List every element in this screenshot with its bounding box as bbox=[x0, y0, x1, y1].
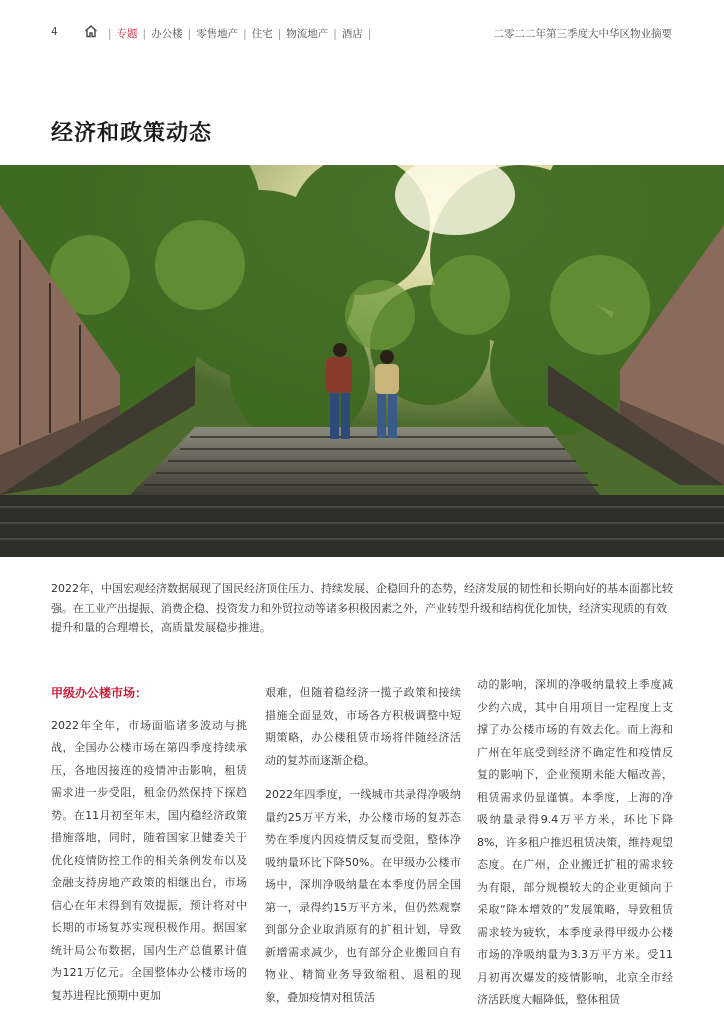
text-column-3 bbox=[477, 674, 673, 1012]
intro-paragraph: 2022年，中国宏观经济数据展现了国民经济顶住压力、持续发展、企稳回升的态势，经济发展的韧性和长期向好的基本面都比较强。在工业产出提振、消费企稳、投资发力和外贸拉动等诸多积极因素之外，产业转型升级和结构优化加快，经济实现质的有效提升和量的合理增长，高质量发展稳步推进。 bbox=[51, 582, 673, 634]
nav-item-office[interactable]: 办公楼 bbox=[151, 28, 183, 40]
nav-item-logistics[interactable]: 物流地产 bbox=[286, 28, 329, 40]
body-paragraph: 动的影响，深圳的净吸纳量较上季度减少约六成，其中自用项目一定程度上支撑了办公楼市场的有效去化。而上海和广州在年底受到经济不确定性和疫情反复的影响下，企业预期未能大幅改善，租赁需求仍显谨慎。本季度，上海的净吸纳量录得9.4万平方米，环比下降8%，许多租户推迟租赁决策，维持观望态度。在广州，企业搬迁扩租的需求较为有限，部分规模较大的企业更倾向于采取“降本增效的”发展策略，导致租赁需求较为疲软，本季度录得甲级办公楼市场的净吸纳量为3.3万平方米。受11月初再次爆发的疫情影响，北京全市经济活跃度大幅降低，整体租赁 bbox=[477, 678, 673, 1006]
nav-item-retail[interactable]: 零售地产 bbox=[196, 28, 239, 40]
nav-item-residential[interactable]: 住宅 bbox=[251, 28, 273, 40]
body-paragraph: 2022年全年，市场面临诸多波动与挑战，全国办公楼市场在第四季度持续承压，各地因接连的疫情冲击影响，租赁需求进一步受阻，租金仍然保持下探趋势。在11月初至年末，国内稳经济政策措施落地，同时，随着国家卫健委关于优化疫情防控工作的相关条例发布以及金融支持房地产政策的相继出台，市场信心在年末得到有效提振，预计将对中长期的市场复苏实现积极作用。据国家统计局公布数据，国内生产总值累计值为121万亿元。全国整体办公楼市场的复苏进程比预期中更加 bbox=[51, 718, 247, 1002]
page-number: 4 bbox=[51, 26, 58, 38]
hero-photo bbox=[0, 165, 724, 557]
home-icon[interactable] bbox=[84, 24, 98, 38]
body-paragraph: 2022年四季度，一线城市共录得净吸纳量约25万平方米，办公楼市场的复苏态势在季度内因疫情反复而受阻，整体净吸纳量环比下降50%。在甲级办公楼市场中，深圳净吸纳量在本季度仍居全国第一，录得约15万平方米，但仍然观察到部分企业取消原有的扩租计划，导致新增需求减少，也有部分企业搬回自有物业、精简业务导致缩租、退租的现象，叠加疫情对租赁活 bbox=[265, 788, 461, 1004]
body-paragraph: 艰难，但随着稳经济一揽子政策和接续措施全面显效，市场各方积极调整中短期策略，办公楼租赁市场将伴随经济活动的复苏而逐渐企稳。 bbox=[265, 686, 461, 767]
document-title: 二零二二年第三季度大中华区物业摘要 bbox=[493, 28, 672, 40]
text-column-2 bbox=[265, 682, 461, 1009]
nav-item-hotel[interactable]: 酒店 bbox=[341, 28, 363, 40]
section-title: 甲级办公楼市场： bbox=[51, 686, 148, 700]
page-heading: 经济和政策动态 bbox=[51, 121, 213, 146]
nav-item-feature[interactable]: 专题 bbox=[116, 28, 138, 40]
section-nav: | 专题 | 办公楼 | 零售地产 | 住宅 | 物流地产 | 酒店 | bbox=[108, 28, 372, 40]
page-header bbox=[0, 24, 724, 44]
text-column-1 bbox=[51, 682, 247, 1007]
